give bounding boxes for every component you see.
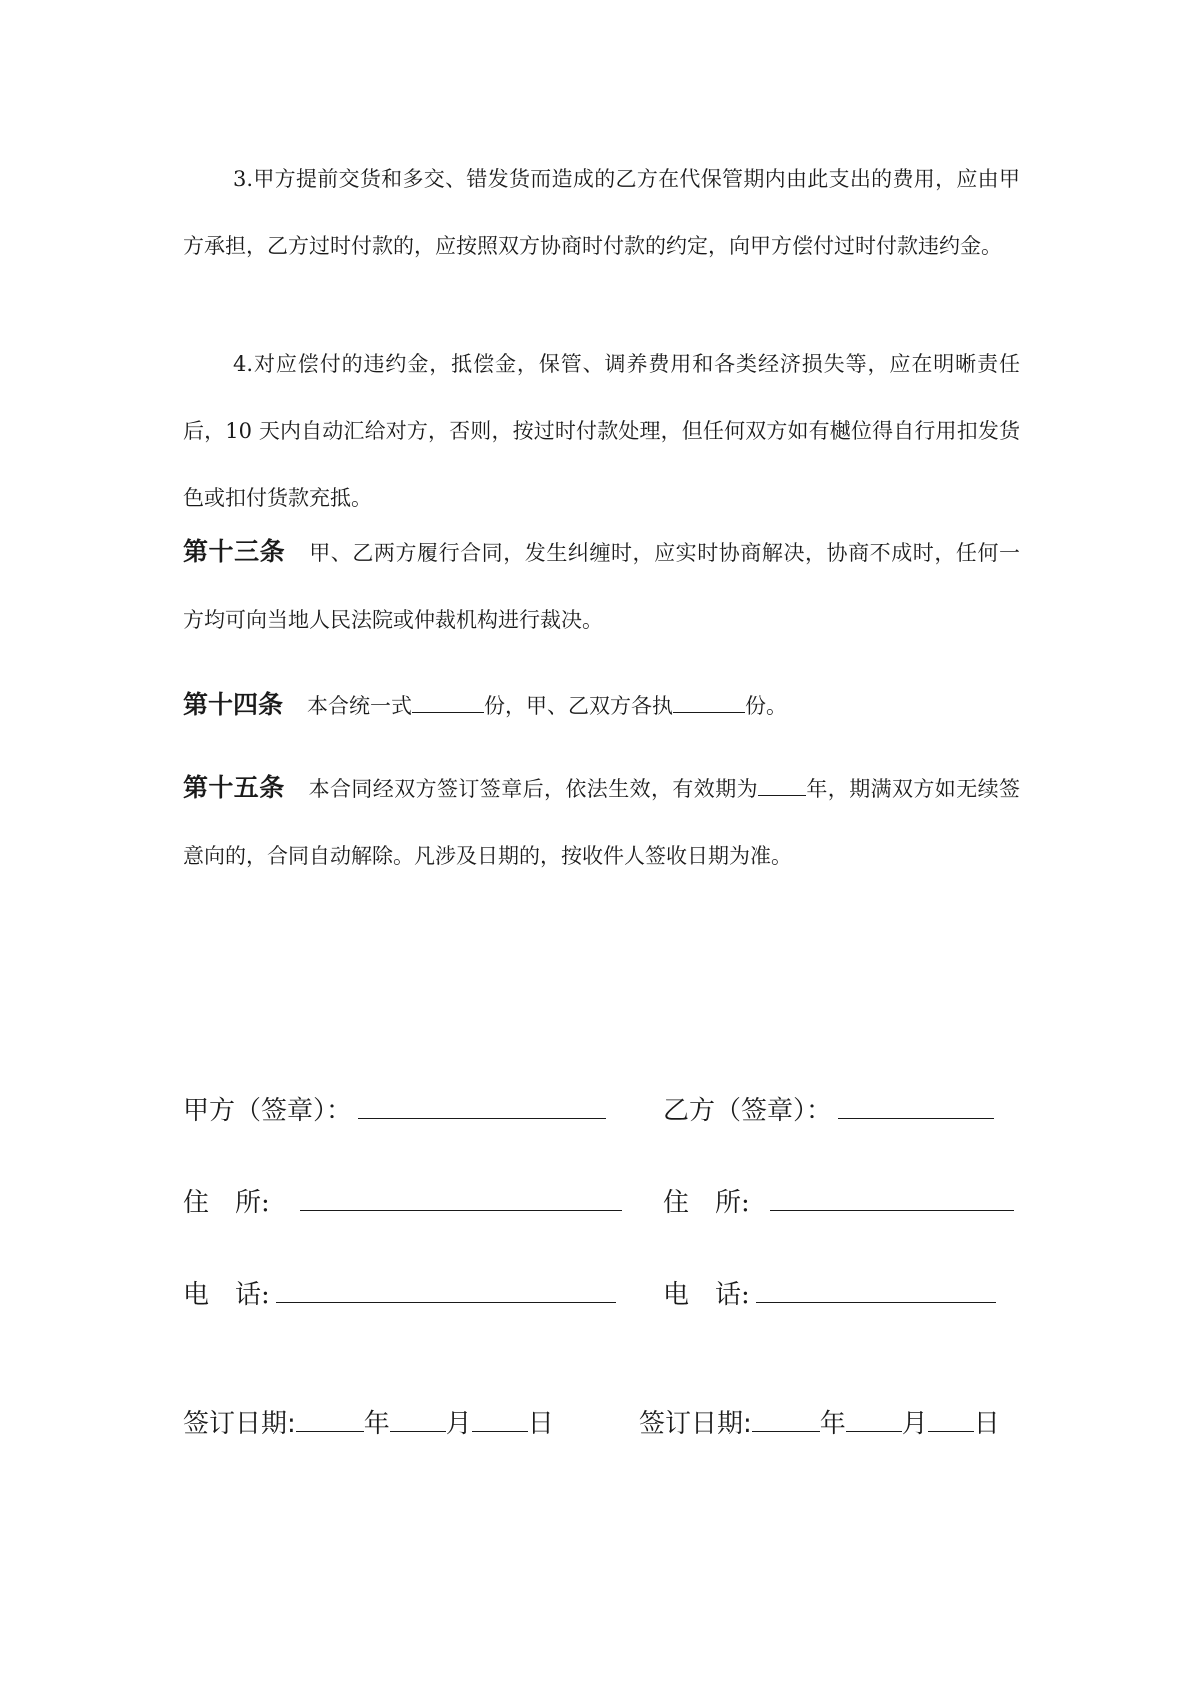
article-13-text: 甲、乙两方履行合同，发生纠缠时，应实时协商解决，协商不成时，任何一方均可向当地人民法院或仲裁机构进行裁决。: [183, 541, 1020, 632]
party-a-date-label: 签订日期:: [183, 1409, 296, 1439]
party-b-phone: [663, 1274, 996, 1315]
party-a-month-field[interactable]: [390, 1403, 446, 1432]
signing-date-row: [183, 1403, 1023, 1443]
party-a-year-field[interactable]: [296, 1403, 364, 1432]
party-b-signature: [663, 1090, 994, 1131]
party-a-address: [183, 1182, 622, 1223]
party-b-date-label: 签订日期:: [639, 1409, 752, 1439]
party-a-signature: [183, 1090, 606, 1131]
party-b-year-field[interactable]: [752, 1403, 820, 1432]
article-15: [183, 754, 1020, 890]
article-15-heading: 第十五条: [183, 773, 285, 802]
article-13: [183, 518, 1020, 654]
party-a-day-field[interactable]: [472, 1403, 528, 1432]
day-unit: 日: [527, 1409, 554, 1439]
year-unit: 年: [819, 1409, 846, 1439]
article-14-heading: 第十四条: [183, 690, 284, 719]
party-a-phone-label: 电 话:: [183, 1280, 270, 1310]
article-14: [183, 671, 1020, 740]
clause-item-4: 4.对应偿付的违约金，抵偿金，保管、调养费用和各类经济损失等，应在明晰责任后，10 天内自动汇给对方，否则，按过时付款处理，但任何双方如有樾位得自行用扣发货色或扣付货款充抵。: [183, 352, 1020, 510]
party-a-phone-field[interactable]: [276, 1274, 616, 1303]
phone-row: [183, 1274, 1023, 1314]
validity-years-blank[interactable]: [758, 771, 806, 796]
party-b-signature-field[interactable]: [838, 1090, 994, 1119]
party-b-label: 乙方（签章）：: [663, 1096, 833, 1126]
day-unit: 日: [973, 1409, 1000, 1439]
year-unit: 年: [363, 1409, 390, 1439]
party-a-phone: [183, 1274, 616, 1315]
party-a-signature-field[interactable]: [358, 1090, 606, 1119]
party-a-address-label: 住 所:: [183, 1188, 270, 1218]
party-b-phone-field[interactable]: [756, 1274, 996, 1303]
address-row: [183, 1182, 1023, 1222]
party-b-signing-date: [639, 1403, 1000, 1444]
article-14-text-c: 份。: [745, 694, 788, 718]
article-14-text-b: 份，甲、乙双方各执: [484, 694, 674, 718]
copies-total-blank[interactable]: [412, 688, 484, 713]
party-a-address-field[interactable]: [300, 1182, 622, 1211]
article-15-text-b: 年，期满双方如无续签意向的，合同自动解除。凡涉及日期的，按收件人签收日期为准。: [183, 777, 1020, 868]
clause-item-3: 3.甲方提前交货和多交、错发货而造成的乙方在代保管期内由此支出的费用，应由甲方承担，乙方过时付款的，应按照双方协商时付款的约定，向甲方偿付过时付款违约金。: [183, 167, 1020, 258]
party-b-address-field[interactable]: [770, 1182, 1014, 1211]
party-b-month-field[interactable]: [846, 1403, 902, 1432]
copies-each-blank[interactable]: [673, 688, 745, 713]
party-a-signing-date: [183, 1403, 554, 1444]
party-b-address: [663, 1182, 1014, 1223]
article-13-heading: 第十三条: [183, 537, 286, 566]
party-b-day-field[interactable]: [928, 1403, 974, 1432]
party-b-phone-label: 电 话:: [663, 1280, 750, 1310]
signature-row: [183, 1090, 1023, 1130]
month-unit: 月: [901, 1409, 928, 1439]
article-14-text-a: 本合统一式: [307, 694, 413, 718]
month-unit: 月: [445, 1409, 472, 1439]
party-a-label: 甲方（签章）：: [183, 1096, 353, 1126]
party-b-address-label: 住 所:: [663, 1188, 750, 1218]
article-15-text-a: 本合同经双方签订签章后，依法生效，有效期为: [308, 777, 758, 801]
